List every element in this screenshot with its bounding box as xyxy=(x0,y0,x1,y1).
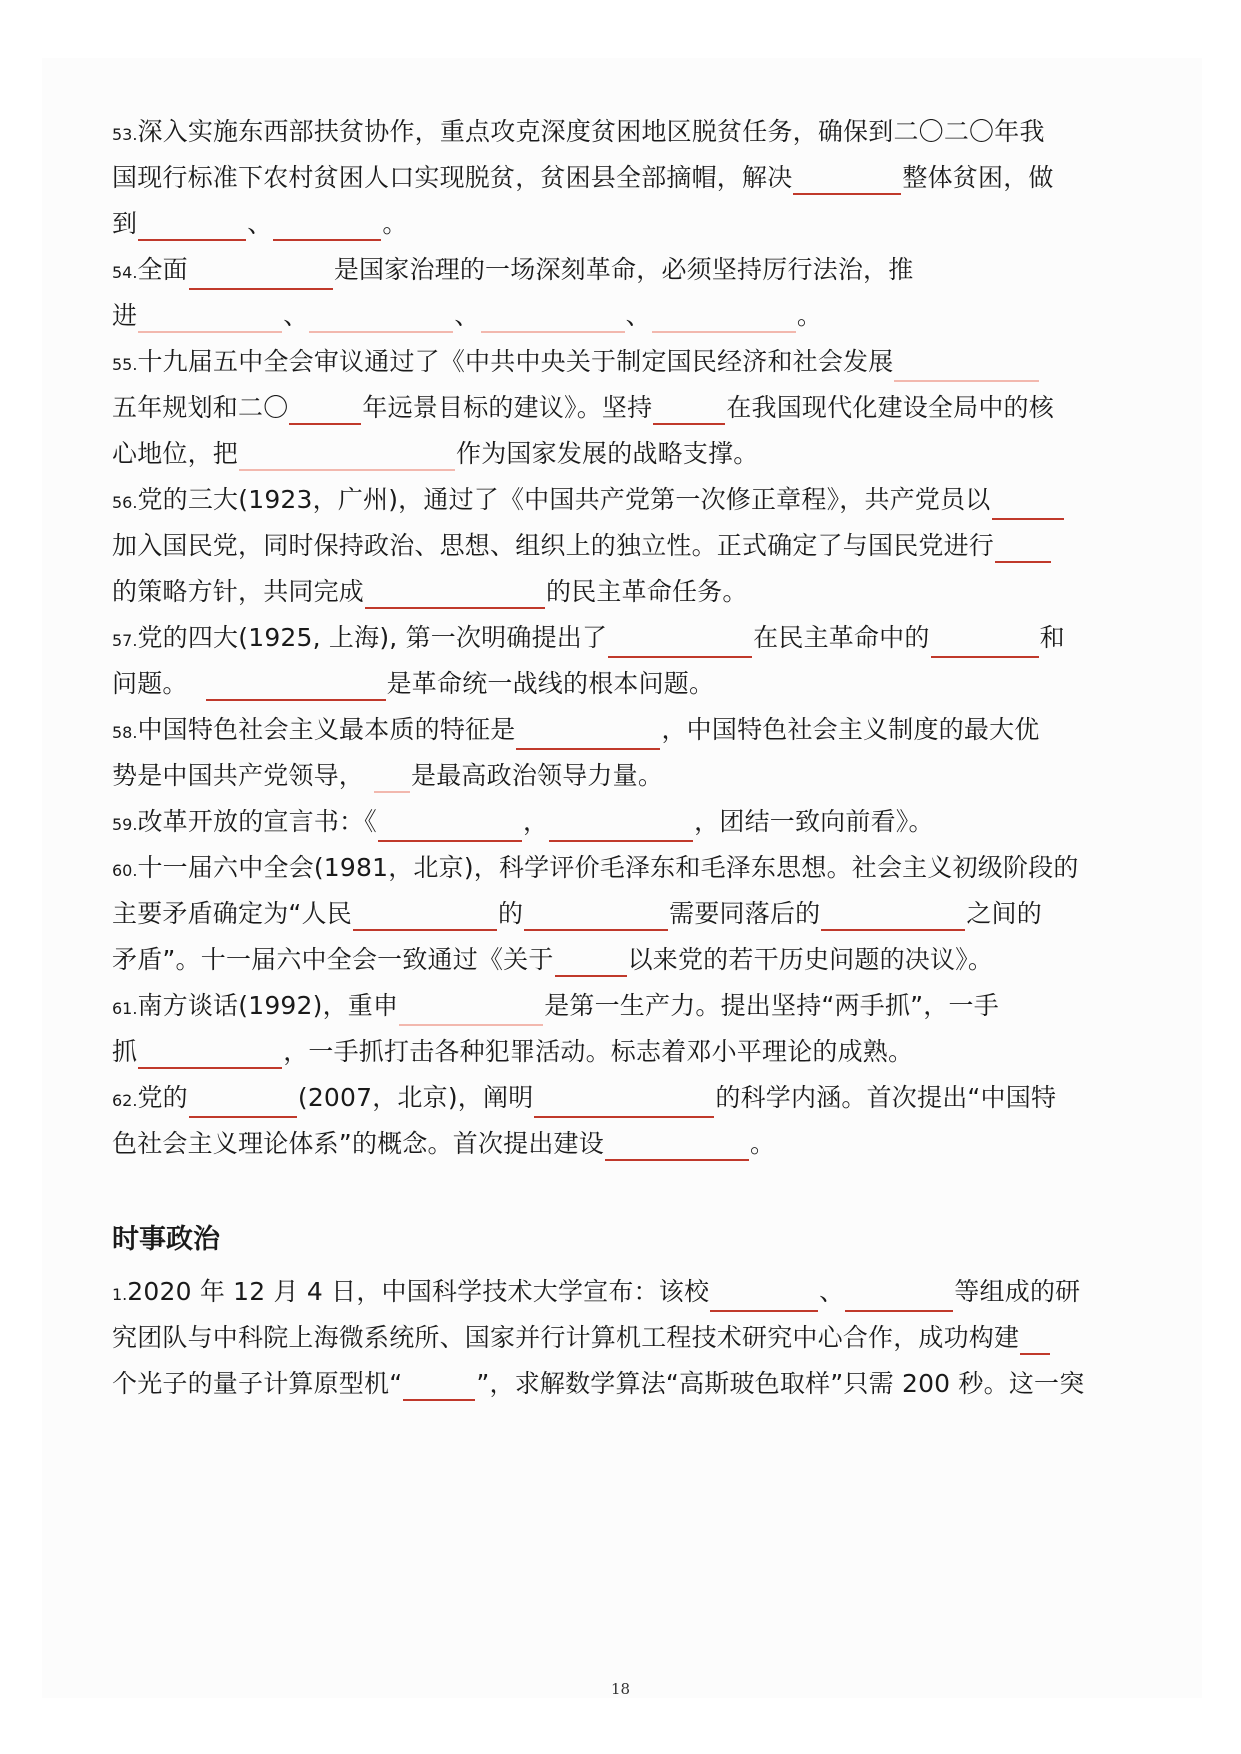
question-number: 57. xyxy=(112,631,138,650)
text: 是最高政治领导力量。 xyxy=(411,761,664,790)
text: 中国特色社会主义最本质的特征是 xyxy=(137,715,516,744)
fill-blank[interactable] xyxy=(289,397,361,425)
question-54-line-1 xyxy=(112,253,913,287)
fill-blank[interactable] xyxy=(710,1284,818,1312)
text: 南方谈话(1992)，重申 xyxy=(137,991,399,1020)
question-57-line-1 xyxy=(112,621,1065,655)
question-58-line-1 xyxy=(112,713,1039,747)
text: 进 xyxy=(112,301,138,330)
fill-blank[interactable] xyxy=(605,1133,749,1161)
fill-blank[interactable] xyxy=(931,630,1039,658)
text: 的 xyxy=(497,899,524,928)
fill-blank[interactable] xyxy=(894,354,1039,382)
fill-blank[interactable] xyxy=(353,903,497,931)
text: 问题。 xyxy=(112,669,188,698)
text: 和 xyxy=(1039,623,1065,652)
text: 势是中国共产党领导， xyxy=(112,761,365,790)
text: ”，求解数学算法“高斯玻色取样”只需 200 秒。这一突 xyxy=(476,1369,1085,1398)
text: 改革开放的宣言书：《 xyxy=(137,807,377,836)
question-56-line-3 xyxy=(112,575,748,609)
question-60-line-1 xyxy=(112,851,1079,885)
question-53-line-1 xyxy=(112,115,1045,149)
question-58-line-2 xyxy=(112,759,663,793)
fill-blank[interactable] xyxy=(793,167,901,195)
text: ， xyxy=(522,807,549,836)
text: 年远景目标的建议》。坚持 xyxy=(362,393,653,422)
question-number: 58. xyxy=(112,723,138,742)
section-title-current-affairs: 时事政治 xyxy=(112,1224,220,1255)
question-61-line-2 xyxy=(112,1035,913,1069)
question-55-line-2 xyxy=(112,391,1054,425)
fill-blank[interactable] xyxy=(399,998,543,1026)
text: ，中国特色社会主义制度的最大优 xyxy=(661,715,1040,744)
fill-blank[interactable] xyxy=(992,492,1064,520)
question-56-line-2 xyxy=(112,529,1052,563)
current-affairs-1-line-1 xyxy=(112,1275,1080,1309)
text: 个光子的量子计算原型机“ xyxy=(112,1369,403,1398)
fill-blank[interactable] xyxy=(374,765,410,793)
fill-blank[interactable] xyxy=(309,305,453,333)
fill-blank[interactable] xyxy=(549,814,693,842)
question-62-line-1 xyxy=(112,1081,1056,1115)
text: 抓 xyxy=(112,1037,138,1066)
text: 十一届六中全会(1981，北京)，科学评价毛泽东和毛泽东思想。社会主义初级阶段的 xyxy=(137,853,1079,882)
question-number: 60. xyxy=(112,861,138,880)
question-number: 56. xyxy=(112,493,138,512)
text: 作为国家发展的战略支撑。 xyxy=(456,439,759,468)
question-59-line-1 xyxy=(112,805,934,839)
fill-blank[interactable] xyxy=(239,443,455,471)
current-affairs-1-line-2 xyxy=(112,1321,1051,1355)
text: 主要矛盾确定为“人民 xyxy=(112,899,352,928)
text: 十九届五中全会审议通过了《中共中央关于制定国民经济和社会发展 xyxy=(137,347,894,376)
fill-blank[interactable] xyxy=(653,397,725,425)
text: 五年规划和二〇 xyxy=(112,393,289,422)
item-number: 1. xyxy=(112,1285,128,1304)
text: 、 xyxy=(819,1277,845,1306)
text: 需要同落后的 xyxy=(669,899,821,928)
question-56-line-1 xyxy=(112,483,1065,517)
fill-blank[interactable] xyxy=(481,305,625,333)
question-60-line-2 xyxy=(112,897,1042,931)
question-number: 62. xyxy=(112,1091,138,1110)
text: 之间的 xyxy=(966,899,1042,928)
text: 以来党的若干历史问题的决议》。 xyxy=(627,945,994,974)
question-number: 59. xyxy=(112,815,138,834)
fill-blank[interactable] xyxy=(138,213,246,241)
text: 心地位，把 xyxy=(112,439,239,468)
fill-blank[interactable] xyxy=(378,814,522,842)
page-number: 18 xyxy=(610,1680,631,1698)
question-number: 61. xyxy=(112,999,138,1018)
text: 、 xyxy=(454,301,480,330)
text: 党的 xyxy=(137,1083,188,1112)
fill-blank[interactable] xyxy=(821,903,965,931)
question-number: 53. xyxy=(112,125,138,144)
fill-blank[interactable] xyxy=(555,949,627,977)
text: 、 xyxy=(283,301,309,330)
text: 全面 xyxy=(137,255,188,284)
text: 到 xyxy=(112,209,138,238)
fill-blank[interactable] xyxy=(138,305,282,333)
question-53-line-2 xyxy=(112,161,1054,195)
fill-blank[interactable] xyxy=(1020,1327,1050,1355)
fill-blank[interactable] xyxy=(995,535,1051,563)
question-60-line-3 xyxy=(112,943,993,977)
question-54-line-2 xyxy=(112,299,822,333)
text: 党的三大(1923，广州)，通过了《中国共产党第一次修正章程》，共产党员以 xyxy=(137,485,991,514)
question-number: 54. xyxy=(112,263,138,282)
text: 国现行标准下农村贫困人口实现脱贫，贫困县全部摘帽，解决 xyxy=(112,163,793,192)
text: 、 xyxy=(625,301,651,330)
text: 的民主革命任务。 xyxy=(546,577,748,606)
question-61-line-1 xyxy=(112,989,999,1023)
question-55-line-3 xyxy=(112,437,758,471)
text: ，一手抓打击各种犯罪活动。标志着邓小平理论的成熟。 xyxy=(283,1037,914,1066)
text: 色社会主义理论体系”的概念。首次提出建设 xyxy=(112,1129,604,1158)
text: 党的四大(1925, 上海), 第一次明确提出了 xyxy=(137,623,608,652)
fill-blank[interactable] xyxy=(138,1041,282,1069)
text: 在民主革命中的 xyxy=(753,623,930,652)
fill-blank[interactable] xyxy=(189,1090,297,1118)
fill-blank[interactable] xyxy=(845,1284,953,1312)
question-62-line-2 xyxy=(112,1127,775,1161)
fill-blank[interactable] xyxy=(524,903,668,931)
text: 究团队与中科院上海微系统所、国家并行计算机工程技术研究中心合作，成功构建 xyxy=(112,1323,1020,1352)
text: 是革命统一战线的根本问题。 xyxy=(386,669,715,698)
text: 。 xyxy=(749,1129,776,1158)
text: ，团结一致向前看》。 xyxy=(694,807,934,836)
text: 的科学内涵。首次提出“中国特 xyxy=(715,1083,1057,1112)
text: 2020 年 12 月 4 日，中国科学技术大学宣布：该校 xyxy=(127,1277,710,1306)
fill-blank[interactable] xyxy=(273,213,381,241)
text: 加入国民党，同时保持政治、思想、组织上的独立性。正式确定了与国民党进行 xyxy=(112,531,995,560)
text: 深入实施东西部扶贫协作，重点攻克深度贫困地区脱贫任务，确保到二〇二〇年我 xyxy=(137,117,1045,146)
question-number: 55. xyxy=(112,355,138,374)
fill-blank[interactable] xyxy=(652,305,796,333)
text: 在我国现代化建设全局中的核 xyxy=(726,393,1054,422)
fill-blank[interactable] xyxy=(608,630,752,658)
fill-blank[interactable] xyxy=(206,673,386,701)
fill-blank[interactable] xyxy=(365,581,545,609)
fill-blank[interactable] xyxy=(516,722,660,750)
text: 整体贫困，做 xyxy=(902,163,1054,192)
fill-blank[interactable] xyxy=(189,262,333,290)
text: (2007，北京)，阐明 xyxy=(297,1083,534,1112)
fill-blank[interactable] xyxy=(403,1373,475,1401)
question-57-line-2 xyxy=(112,667,714,701)
question-53-line-3 xyxy=(112,207,408,241)
text: 的策略方针，共同完成 xyxy=(112,577,365,606)
fill-blank[interactable] xyxy=(534,1090,714,1118)
question-55-line-1 xyxy=(112,345,1040,379)
text: 。 xyxy=(796,301,823,330)
text: 矛盾”。十一届六中全会一致通过《关于 xyxy=(112,945,554,974)
text: 是第一生产力。提出坚持“两手抓”，一手 xyxy=(544,991,999,1020)
current-affairs-1-line-3 xyxy=(112,1367,1084,1401)
text: 。 xyxy=(382,209,408,238)
text: 是国家治理的一场深刻革命，必须坚持厉行法治，推 xyxy=(333,255,914,284)
text: 等组成的研 xyxy=(954,1277,1081,1306)
text: 、 xyxy=(247,209,273,238)
